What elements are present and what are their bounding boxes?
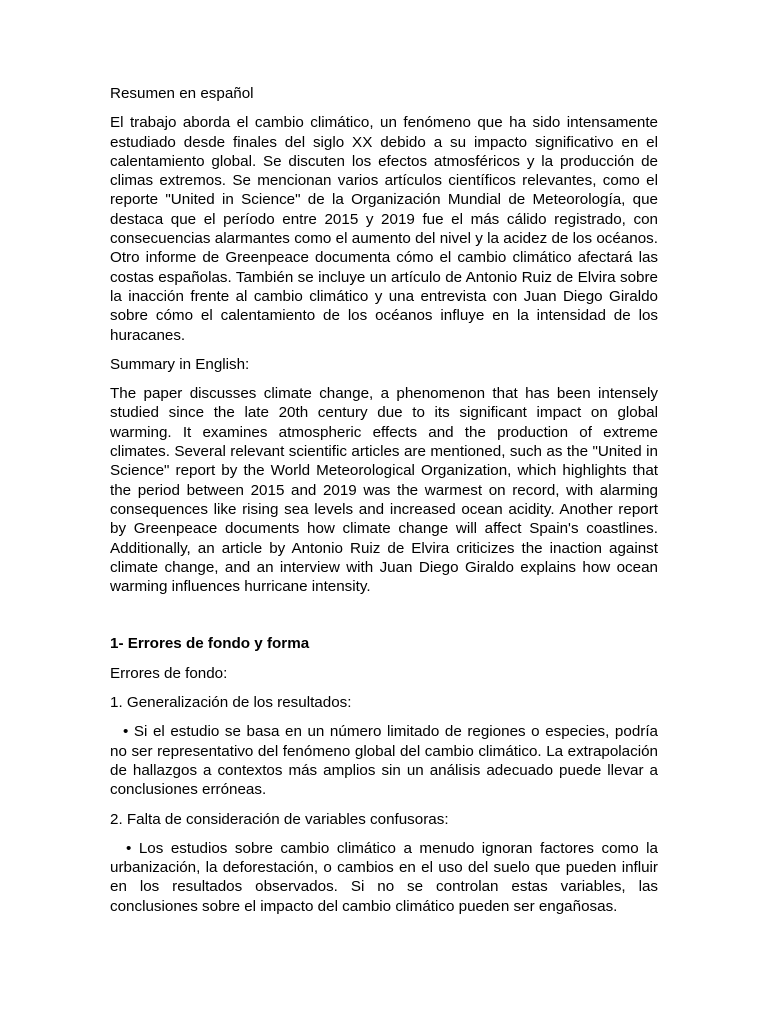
spanish-summary-heading: Resumen en español	[110, 85, 254, 102]
english-summary-paragraph: The paper discusses climate change, a phenomenon that has been intensely studied since the late 20th century due to its significant impact on global warming. It examines atmospheric effects and the production of extreme climates. Several relevant scientific articles are mentioned, such as the "United in Science" report by the World Meteorological Organization, which highlights that the period between 2015 and 2019 was the warmest on record, with alarming consequences like rising sea levels and increased ocean acidity. Another report by Greenpeace documents how climate change will affect Spain's coastlines. Additionally, an article by Antonio Ruiz de Elvira criticizes the inaction against climate change, and an interview with Juan Diego Giraldo explains how ocean warming influences hurricane intensity.	[110, 385, 658, 596]
section-spacer	[110, 596, 658, 634]
list-item-title: 2. Falta de consideración de variables confusoras:	[110, 810, 449, 828]
list-item-title: 1. Generalización de los resultados:	[110, 694, 352, 712]
list-item-bullet: • Si el estudio se basa en un número limitado de regiones o especies, podría no ser representativo del fenómeno global del cambio climático. La extrapolación de hallazgos a contextos más amplios sin un análisis adecuado puede llevar a conclusiones erróneas.	[110, 723, 658, 799]
document-page	[110, 84, 658, 916]
spanish-summary-paragraph: El trabajo aborda el cambio climático, un fenómeno que ha sido intensamente estudiado desde finales del siglo XX debido a su impacto significativo en el calentamiento global. Se discuten los efectos atmosféricos y la producción de climas extremos. Se mencionan varios artículos científicos relevantes, como el reporte "United in Science" de la Organización Mundial de Meteorología, que destaca que el período entre 2015 y 2019 fue el más cálido registrado, con consecuencias alarmantes como el aumento del nivel y la acidez de los océanos. Otro informe de Greenpeace documenta cómo el cambio climático afectará las costas españolas. También se incluye un artículo de Antonio Ruiz de Elvira sobre la inacción frente al cambio climático y una entrevista con Juan Diego Giraldo sobre cómo el calentamiento de los océanos influye en la intensidad de los huracanes.	[110, 114, 658, 344]
list-item-bullet: • Los estudios sobre cambio climático a menudo ignoran factores como la urbanización, la deforestación, o cambios en el uso del suelo que pueden influir en los resultados observados. Si no se controlan estas variables, las conclusiones sobre el impacto del cambio climático pueden ser engañosas.	[110, 839, 658, 915]
subsection-title: Errores de fondo:	[110, 664, 228, 682]
english-summary-heading: Summary in English:	[110, 355, 250, 373]
section-title: 1- Errores de fondo y forma	[110, 635, 310, 653]
